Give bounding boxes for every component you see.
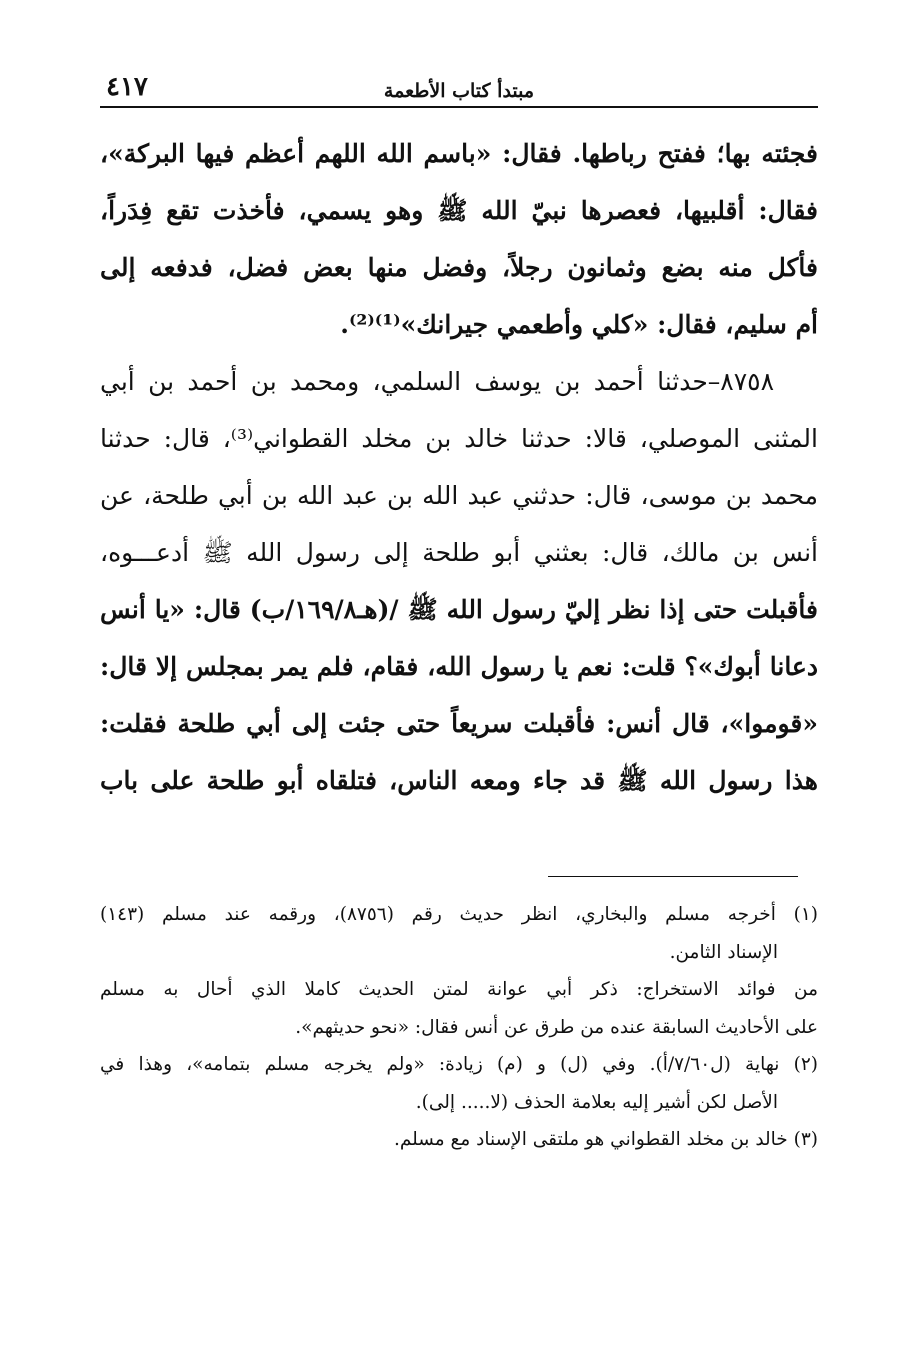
footnote-line: على الأحاديث السابقة عنده من طرق عن أنس فقال: «نحو حديثهم». [295, 1016, 818, 1038]
main-text-block [100, 125, 818, 809]
page-number: ٤١٧ [106, 72, 148, 102]
footnote-line: (١) أخرجه مسلم والبخاري، انظر حديث رقم (٨٧٥٦)، ورقمه عند مسلم (١٤٣) [100, 904, 818, 925]
text-line: فأقبلت حتى إذا نظر إليّ رسول الله ﷺ /(هـ١٦٩/٨/ب) قال: «يا أنس [100, 595, 818, 624]
footnote-line: الإسناد الثامن. [669, 941, 778, 963]
text-line: فجئته بها؛ ففتح رباطها. فقال: «باسم الله اللهم أعظم فيها البركة»، [100, 139, 818, 168]
footnote-line: من فوائد الاستخراج: ذكر أبي عوانة لمتن الحديث كاملا الذي أحال به مسلم [100, 979, 818, 1000]
footnote-separator [548, 876, 798, 877]
running-title: مبتدأ كتاب الأطعمة [383, 80, 535, 102]
text-line: محمد بن موسى، قال: حدثني عبد الله بن عبد الله بن أبي طلحة، عن [100, 481, 818, 510]
text-line: أم سليم، فقال: «كلي وأطعمي جيرانك»⁽¹⁾⁽²⁾. [340, 310, 818, 339]
footnote-line: (٢) نهاية (ل٧/٦٠/أ). وفي (ل) و (م) زيادة: «ولم يخرجه مسلم بتمامه»، وهذا في [100, 1054, 818, 1075]
text-line: فقال: أقلبيها، فعصرها نبيّ الله ﷺ وهو يسمي، فأخذت تقع فِدَراً، [100, 196, 818, 225]
text-line: المثنى الموصلي، قالا: حدثنا خالد بن مخلد القطواني⁽³⁾، قال: حدثنا [100, 424, 818, 453]
text-line: هذا رسول الله ﷺ قد جاء ومعه الناس، فتلقاه أبو طلحة على باب [100, 766, 818, 795]
page-header [100, 70, 818, 108]
footnote-line: (٣) خالد بن مخلد القطواني هو ملتقى الإسناد مع مسلم. [393, 1129, 818, 1150]
footnote-line: الأصل لكن أشير إليه بعلامة الحذف (لا..... إلى). [415, 1091, 778, 1113]
footnotes-block [100, 896, 818, 1159]
text-line: أنس بن مالك، قال: بعثني أبو طلحة إلى رسول الله ﷺ أدعـــوه، [100, 538, 818, 567]
hadith-number-line: ٨٧٥٨–حدثنا أحمد بن يوسف السلمي، ومحمد بن أحمد بن أبي [100, 367, 774, 396]
text-line: فأكل منه بضع وثمانون رجلاً، وفضل منها بعض فضل، فدفعه إلى [100, 253, 818, 282]
text-line: دعانا أبوك»؟ قلت: نعم يا رسول الله، فقام، فلم يمر بمجلس إلا قال: [100, 652, 818, 681]
text-line: «قوموا»، قال أنس: فأقبلت سريعاً حتى جئت إلى أبي طلحة فقلت: [100, 709, 818, 738]
